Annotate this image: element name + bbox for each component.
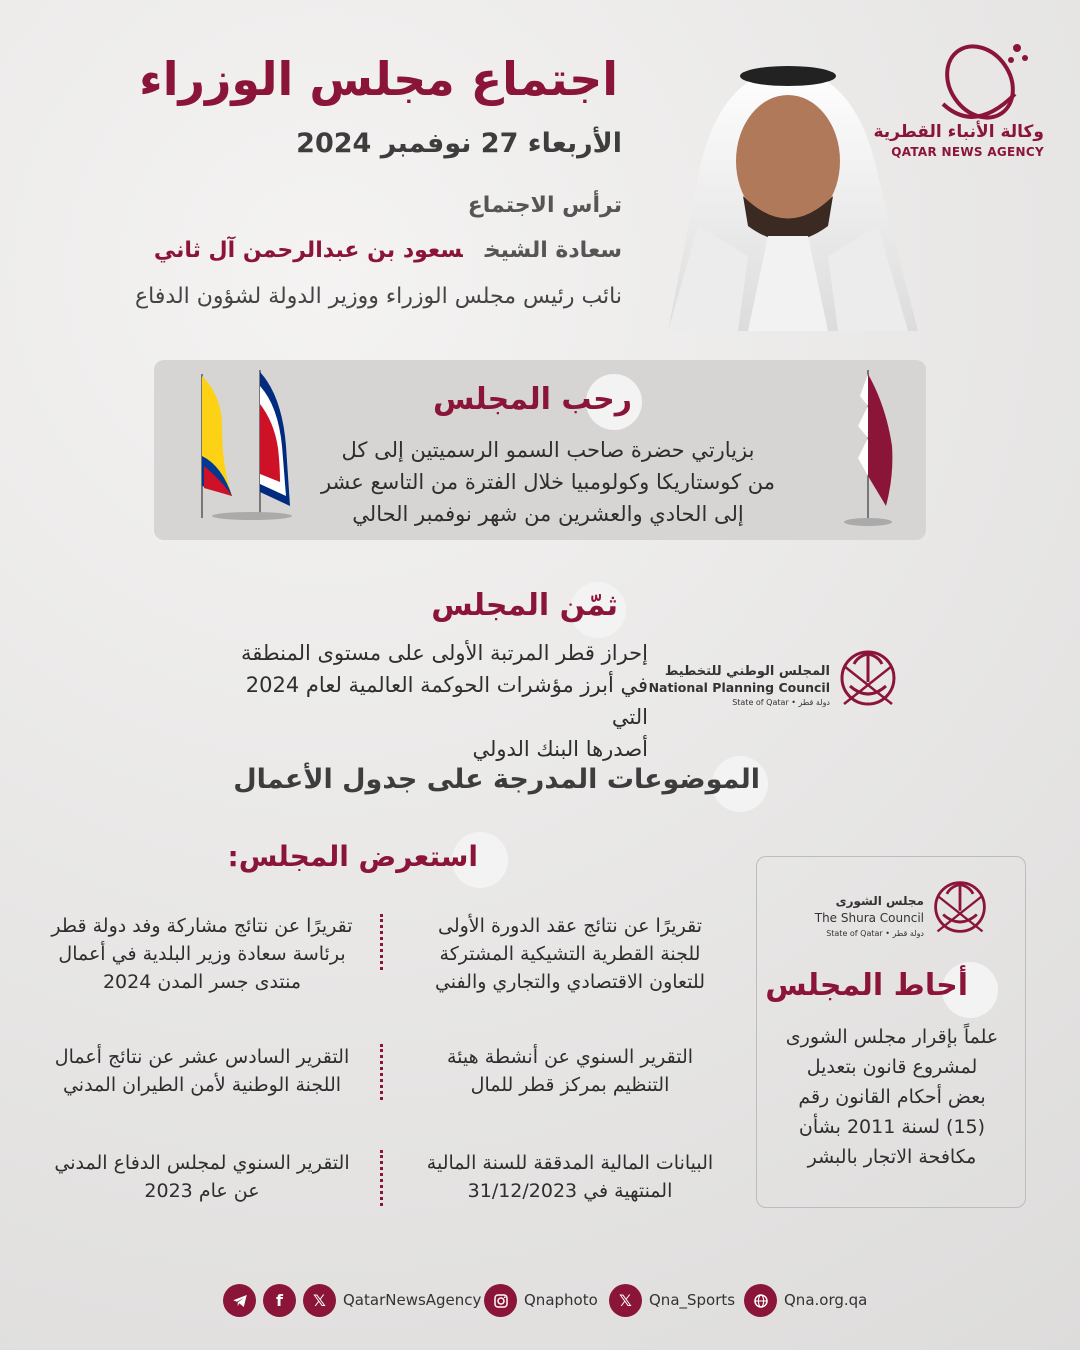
- agenda-item: [410, 1149, 730, 1205]
- informed-line: مكافحة الاتجار بالبشر: [807, 1146, 977, 1168]
- chair-title: سعادة الشيخ: [484, 238, 622, 263]
- qatar-flag-icon: [836, 366, 900, 528]
- agenda-item-line: التنظيم بمركز قطر للمال: [470, 1074, 670, 1096]
- npc-logo: [648, 642, 900, 714]
- agenda-item-line: التقرير السادس عشر عن نتائج أعمال: [54, 1046, 350, 1068]
- handle-qna-sports[interactable]: Qna_Sports: [649, 1291, 736, 1309]
- agenda-item-line: البيانات المالية المدققة للسنة المالية: [426, 1152, 714, 1174]
- page-title: اجتماع مجلس الوزراء: [139, 52, 618, 106]
- welcome-line: بزيارتي حضرة صاحب السمو الرسميتين إلى كل: [341, 438, 755, 462]
- handle-qnaphoto[interactable]: Qnaphoto: [524, 1291, 598, 1309]
- agenda-item-line: تقريرًا عن نتائج مشاركة وفد دولة قطر: [51, 915, 353, 937]
- qatar-emblem-icon: [930, 872, 990, 942]
- x-icon[interactable]: 𝕏: [609, 1284, 642, 1317]
- globe-icon[interactable]: [744, 1284, 777, 1317]
- npc-sub: State of Qatar • دولة قطر: [732, 698, 830, 707]
- valued-text: [228, 637, 648, 765]
- telegram-icon[interactable]: [223, 1284, 256, 1317]
- instagram-icon[interactable]: [484, 1284, 517, 1317]
- welcome-line: إلى الحادي والعشرين من شهر نوفمبر الحالي: [352, 502, 744, 526]
- informed-line: علماً بإقرار مجلس الشورى: [785, 1026, 999, 1048]
- shura-english: The Shura Council: [814, 911, 924, 925]
- welcome-text: [298, 434, 798, 530]
- agenda-item-line: للتعاون الاقتصادي والتجاري والفني: [434, 971, 706, 993]
- shura-logo: [790, 872, 990, 942]
- agenda-item: [24, 1149, 380, 1205]
- agenda-item-line: عن عام 2023: [144, 1180, 260, 1202]
- agenda-item: [24, 912, 380, 996]
- agenda-item-line: للجنة القطرية التشيكية المشتركة: [439, 943, 701, 965]
- informed-line: (15) لسنة 2011 بشأن: [798, 1116, 986, 1138]
- item-separator: [380, 1150, 383, 1206]
- qna-logo-arabic: وكالة الأنباء القطرية: [873, 122, 1044, 142]
- facebook-icon[interactable]: f: [263, 1284, 296, 1317]
- qna-logo-english: QATAR NEWS AGENCY: [891, 145, 1044, 159]
- welcome-title: رحب المجلس: [432, 382, 632, 417]
- agenda-item-line: تقريرًا عن نتائج عقد الدورة الأولى: [438, 915, 702, 937]
- chair-name-line: [154, 238, 622, 263]
- agenda-item-line: التقرير السنوي عن أنشطة هيئة: [446, 1046, 694, 1068]
- valued-line: في أبرز مؤشرات الحوكمة العالمية لعام 2024 التي: [245, 673, 648, 729]
- reviewed-title: استعرض المجلس:: [227, 840, 478, 873]
- costa-rica-colombia-flags-icon: [182, 366, 294, 526]
- informed-line: لمشروع قانون بتعديل: [806, 1056, 978, 1078]
- shura-sub: State of Qatar • دولة قطر: [826, 929, 924, 938]
- minister-portrait: [628, 56, 940, 331]
- npc-arabic: المجلس الوطني للتخطيط: [664, 664, 830, 679]
- chair-role: نائب رئيس مجلس الوزراء ووزير الدولة لشؤون الدفاع: [135, 284, 622, 309]
- item-separator: [380, 914, 383, 970]
- informed-title: أحاط المجلس: [765, 968, 968, 1003]
- agenda-title: الموضوعات المدرجة على جدول الأعمال: [233, 764, 760, 795]
- chaired-label: ترأس الاجتماع: [467, 193, 622, 218]
- agenda-item-line: منتدى جسر المدن 2024: [102, 971, 302, 993]
- agenda-item-line: المنتهية في 31/12/2023: [467, 1180, 673, 1202]
- qatar-emblem-icon: [836, 642, 900, 714]
- meeting-date: الأربعاء 27 نوفمبر 2024: [296, 128, 622, 159]
- npc-english: National Planning Council: [648, 680, 830, 695]
- agenda-item-line: التقرير السنوي لمجلس الدفاع المدني: [54, 1152, 350, 1174]
- valued-line: أصدرها البنك الدولي: [472, 737, 648, 761]
- informed-text: [774, 1022, 1010, 1172]
- agenda-item-line: برئاسة سعادة وزير البلدية في أعمال: [58, 943, 346, 965]
- agenda-item: [410, 912, 730, 996]
- agenda-item: [24, 1043, 380, 1099]
- welcome-line: من كوستاريكا وكولومبيا خلال الفترة من التاسع عشر: [320, 470, 776, 494]
- chair-name: سعود بن عبدالرحمن آل ثاني: [153, 238, 463, 263]
- informed-line: بعض أحكام القانون رقم: [798, 1086, 986, 1108]
- handle-website[interactable]: Qna.org.qa: [784, 1291, 868, 1309]
- agenda-item-line: اللجنة الوطنية لأمن الطيران المدني: [62, 1074, 342, 1096]
- item-separator: [380, 1044, 383, 1100]
- valued-line: إحراز قطر المرتبة الأولى على مستوى المنطقة: [241, 641, 648, 665]
- handle-qatarnewsagency[interactable]: QatarNewsAgency: [343, 1291, 482, 1309]
- valued-title: ثمّن المجلس: [431, 588, 618, 623]
- x-icon[interactable]: 𝕏: [303, 1284, 336, 1317]
- shura-arabic: مجلس الشورى: [835, 894, 924, 908]
- agenda-item: [410, 1043, 730, 1099]
